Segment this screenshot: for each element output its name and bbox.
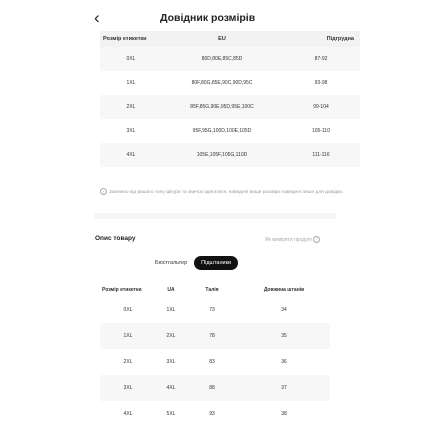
table-cell: 85F,85G,90E,95D,95E,100C [190, 104, 254, 110]
table-cell: 2XL [126, 104, 136, 110]
col-waist: Талія [205, 287, 219, 293]
table-header [100, 283, 330, 297]
table-cell: 3XL [123, 385, 133, 391]
table-cell: 3XL [126, 128, 136, 134]
table-cell: 87-92 [314, 56, 328, 62]
table-cell: 0XL [126, 56, 136, 62]
table-cell: 95F,95G,100D,100E,105D [192, 128, 252, 134]
chevron-left-icon[interactable]: ‹ [94, 8, 100, 27]
table-cell: 80D,80E,85C,85D [201, 56, 243, 62]
note-text: Залежно від вашого типу фігури та звичок одягатися, наведені вище розміри наведені лише для довідки. [109, 189, 344, 195]
table-row [100, 349, 330, 375]
table-cell: 1XL [166, 307, 176, 313]
table-row [100, 119, 360, 143]
table-cell: 2XL [123, 359, 133, 365]
bra-size-table [100, 31, 360, 167]
table-cell: 88 [209, 385, 215, 391]
table-header [100, 31, 360, 47]
table-row [100, 71, 360, 95]
panties-size-table [100, 283, 330, 427]
section-divider [94, 213, 336, 219]
col-label-size: Розмір етикетки [103, 36, 147, 42]
description-title: Опис товару [95, 235, 136, 242]
col-eu: EU [218, 36, 226, 42]
table-cell: 93-98 [314, 80, 328, 86]
table-cell: 5XL [166, 411, 176, 417]
table-row [100, 95, 360, 119]
table-cell: 111-116 [312, 152, 330, 158]
col-ua: UA [167, 287, 175, 293]
col-pants-length: Довжина штанів [263, 287, 305, 293]
table-row [100, 47, 360, 71]
size-note [100, 188, 350, 196]
table-cell: 2XL [166, 333, 176, 339]
tab-panties[interactable]: Підштаники [194, 256, 238, 270]
table-cell: 34 [281, 307, 287, 313]
table-row [100, 143, 360, 167]
table-cell: 4XL [126, 152, 136, 158]
table-cell: 83 [209, 359, 215, 365]
table-cell: 73 [209, 307, 215, 313]
table-cell: 1XL [126, 80, 136, 86]
product-toggle [148, 256, 238, 270]
tab-bra[interactable]: Бюстгальтер [155, 260, 188, 266]
table-cell: 80F,80G,85E,90C,90D,95C [191, 80, 253, 86]
table-cell: 78 [209, 333, 215, 339]
question-icon: ? [313, 236, 320, 243]
table-cell: 3XL [166, 359, 176, 365]
table-row [100, 375, 330, 401]
measure-link-label: Як виміряти продукт [265, 236, 313, 243]
table-cell: 93 [209, 411, 215, 417]
table-cell: 37 [281, 385, 287, 391]
table-cell: 1XL [123, 333, 133, 339]
table-cell: 35 [281, 333, 287, 339]
how-to-measure-link[interactable] [265, 236, 320, 243]
table-cell: 36 [281, 359, 287, 365]
table-cell: 0XL [123, 307, 133, 313]
table-cell: 105E,105F,105G,110D [196, 152, 248, 158]
table-cell: 4XL [123, 411, 133, 417]
table-row [100, 323, 330, 349]
col-underbust: Підгрудна [326, 36, 354, 42]
table-cell: 4XL [166, 385, 176, 391]
table-cell: 38 [281, 411, 287, 417]
page-title: Довідник розмірів [160, 12, 256, 24]
table-cell: 99-104 [313, 104, 329, 110]
col-label-size: Розмір етикетки [102, 287, 142, 293]
table-cell: 105-110 [312, 128, 330, 134]
table-row [100, 401, 330, 427]
info-icon: i [100, 188, 107, 195]
table-row [100, 297, 330, 323]
